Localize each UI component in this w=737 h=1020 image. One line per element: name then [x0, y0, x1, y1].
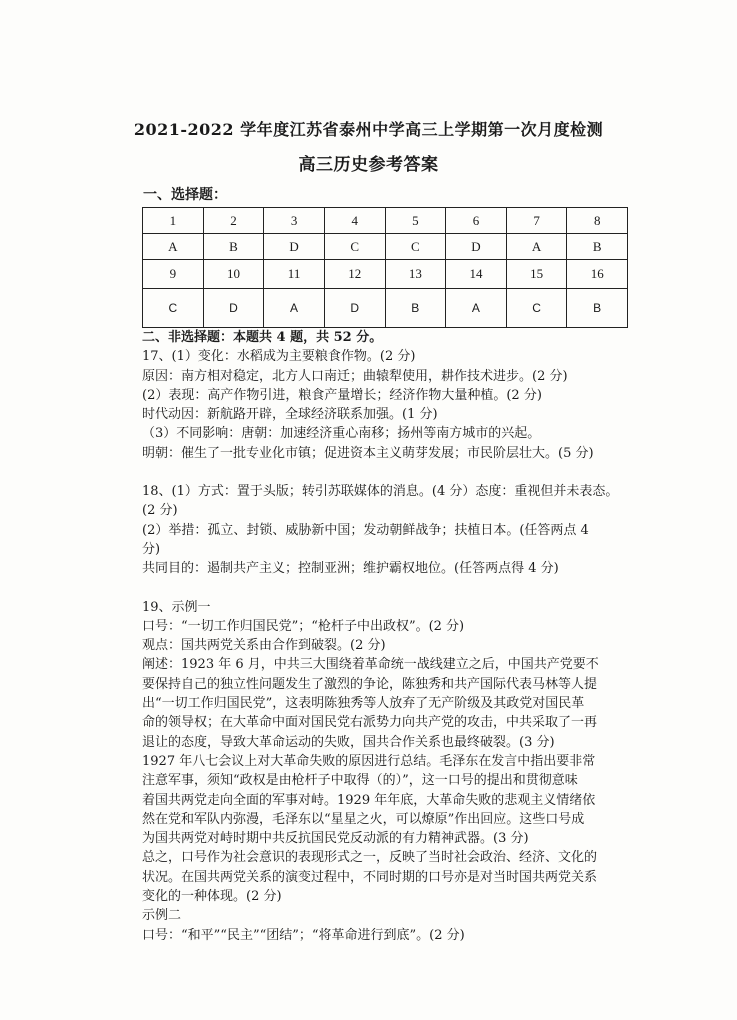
answer-letter: A — [143, 234, 204, 260]
text-line: 命的领导权；在大革命中面对国民党右派势力向共产党的攻击，中共采取了一再 — [142, 715, 598, 731]
answer-body — [142, 328, 642, 945]
text-line: 状况。在国共两党关系的演变过程中，不同时期的口号亦是对当时国共两党关系 — [142, 869, 598, 885]
text-line: 观点：国共两党关系由合作到破裂。(2 分) — [142, 638, 386, 654]
answer-letter: D — [324, 288, 385, 327]
text-line: 原因：南方相对稳定，北方人口南迁；曲辕犁使用，耕作技术进步。(2 分) — [142, 368, 568, 384]
answer-table-row — [143, 208, 628, 234]
answer-letter: B — [203, 234, 264, 260]
answer-letter: B — [567, 234, 628, 260]
question-number: 11 — [264, 260, 325, 288]
text-line: (2）表现：高产作物引进，粮食产量增长；经济作物大量种植。(2 分) — [142, 387, 542, 403]
answer-letter: A — [446, 288, 507, 327]
text-line: 18、(1）方式：置于头版；转引苏联媒体的消息。(4 分）态度：重视但并未表态。 — [142, 484, 619, 500]
text-line: 退让的态度，导致大革命运动的失败，国共合作关系也最终破裂。(3 分) — [142, 734, 555, 750]
answer-letter: D — [203, 288, 264, 327]
text-line: 明朝：催生了一批专业化市镇；促进资本主义萌芽发展；市民阶层壮大。(5 分) — [142, 445, 594, 461]
text-line: 19、示例一 — [142, 599, 211, 615]
text-line: 示例二 — [142, 908, 182, 924]
answer-letter: A — [506, 234, 567, 260]
text-line: 为国共两党对峙时期中共反抗国民党反动派的有力精神武器。(3 分) — [142, 831, 529, 847]
text-line: 总之，口号作为社会意识的表现形式之一，反映了当时社会政治、经济、文化的 — [142, 850, 598, 866]
question-number: 14 — [446, 260, 507, 288]
text-line: 然在党和军队内弥漫，毛泽东以“星星之火，可以燎原”作出回应。这些口号成 — [142, 811, 585, 827]
text-line: （3）不同影响：唐朝：加速经济重心南移；扬州等南方城市的兴起。 — [142, 426, 541, 442]
answer-letter: D — [446, 234, 507, 260]
question-number: 12 — [324, 260, 385, 288]
question-number: 15 — [506, 260, 567, 288]
text-line: 阐述：1923 年 6 月，中共三大围绕着革命统一战线建立之后，中国共产党要不 — [142, 657, 599, 673]
text-line: (2 分) — [142, 503, 178, 519]
document-title: 2021-2022 学年度江苏省泰州中学高三上学期第一次月度检测 — [133, 120, 604, 139]
answer-table-row — [143, 234, 628, 260]
document-subtitle: 高三历史参考答案 — [298, 155, 439, 175]
question-number: 10 — [203, 260, 264, 288]
question-number: 7 — [506, 208, 567, 234]
question-number: 9 — [143, 260, 204, 288]
section-heading-choice: 一、选择题： — [143, 187, 227, 203]
text-line: 口号：“和平”“民主”“团结”；“将革命进行到底”。(2 分) — [142, 927, 465, 943]
answer-letter: C — [385, 234, 446, 260]
answer-letter: C — [324, 234, 385, 260]
text-line: 时代动因：新航路开辟，全球经济联系加强。(1 分) — [142, 407, 438, 423]
text-line: 共同目的：遏制共产主义；控制亚洲；维护霸权地位。(任答两点得 4 分) — [142, 561, 559, 577]
answer-letter: A — [264, 288, 325, 327]
spacer — [142, 463, 642, 482]
answer-letter: B — [567, 288, 628, 327]
text-line: 注意军事，须知“政权是由枪杆子中取得（的）”，这一口号的提出和贯彻意味 — [142, 773, 578, 789]
question-number: 2 — [203, 208, 264, 234]
text-line: 17、(1）变化：水稻成为主要粮食作物。(2 分) — [142, 349, 416, 365]
question-number: 8 — [567, 208, 628, 234]
answer-letter: B — [385, 288, 446, 327]
question-number: 13 — [385, 260, 446, 288]
text-line: (2）举措：孤立、封锁、威胁新中国；发动朝鲜战争；扶植日本。(任答两点 4 — [142, 522, 589, 538]
text-line: 着国共两党走向全面的军事对峙。1929 年年底，大革命失败的悲观主义情绪依 — [142, 792, 596, 808]
text-line: 变化的一种体现。(2 分) — [142, 889, 282, 905]
question-number: 5 — [385, 208, 446, 234]
text-line: 口号：“一切工作归国民党”；“枪杆子中出政权”。(2 分) — [142, 618, 465, 634]
text-line: 分) — [142, 541, 161, 557]
text-line: 1927 年八七会议上对大革命失败的原因进行总结。毛泽东在发言中指出要非常 — [142, 753, 596, 769]
text-line: 出“一切工作归国民党”，这表明陈独秀等人放弃了无产阶级及其政党对国民革 — [142, 696, 585, 712]
answer-letter: C — [506, 288, 567, 327]
answer-table-row — [143, 288, 628, 327]
answer-table — [142, 207, 628, 328]
question-number: 6 — [446, 208, 507, 234]
answer-table-row — [143, 260, 628, 288]
spacer — [142, 579, 642, 598]
question-number: 3 — [264, 208, 325, 234]
answer-letter: D — [264, 234, 325, 260]
section-heading-nonchoice: 二、非选择题：本题共 4 题，共 52 分。 — [142, 330, 383, 345]
question-number: 1 — [143, 208, 204, 234]
answer-letter: C — [143, 288, 204, 327]
question-number: 4 — [324, 208, 385, 234]
text-line: 要保持自己的独立性问题发生了激烈的争论，陈独秀和共产国际代表马林等人提 — [142, 676, 598, 692]
question-number: 16 — [567, 260, 628, 288]
